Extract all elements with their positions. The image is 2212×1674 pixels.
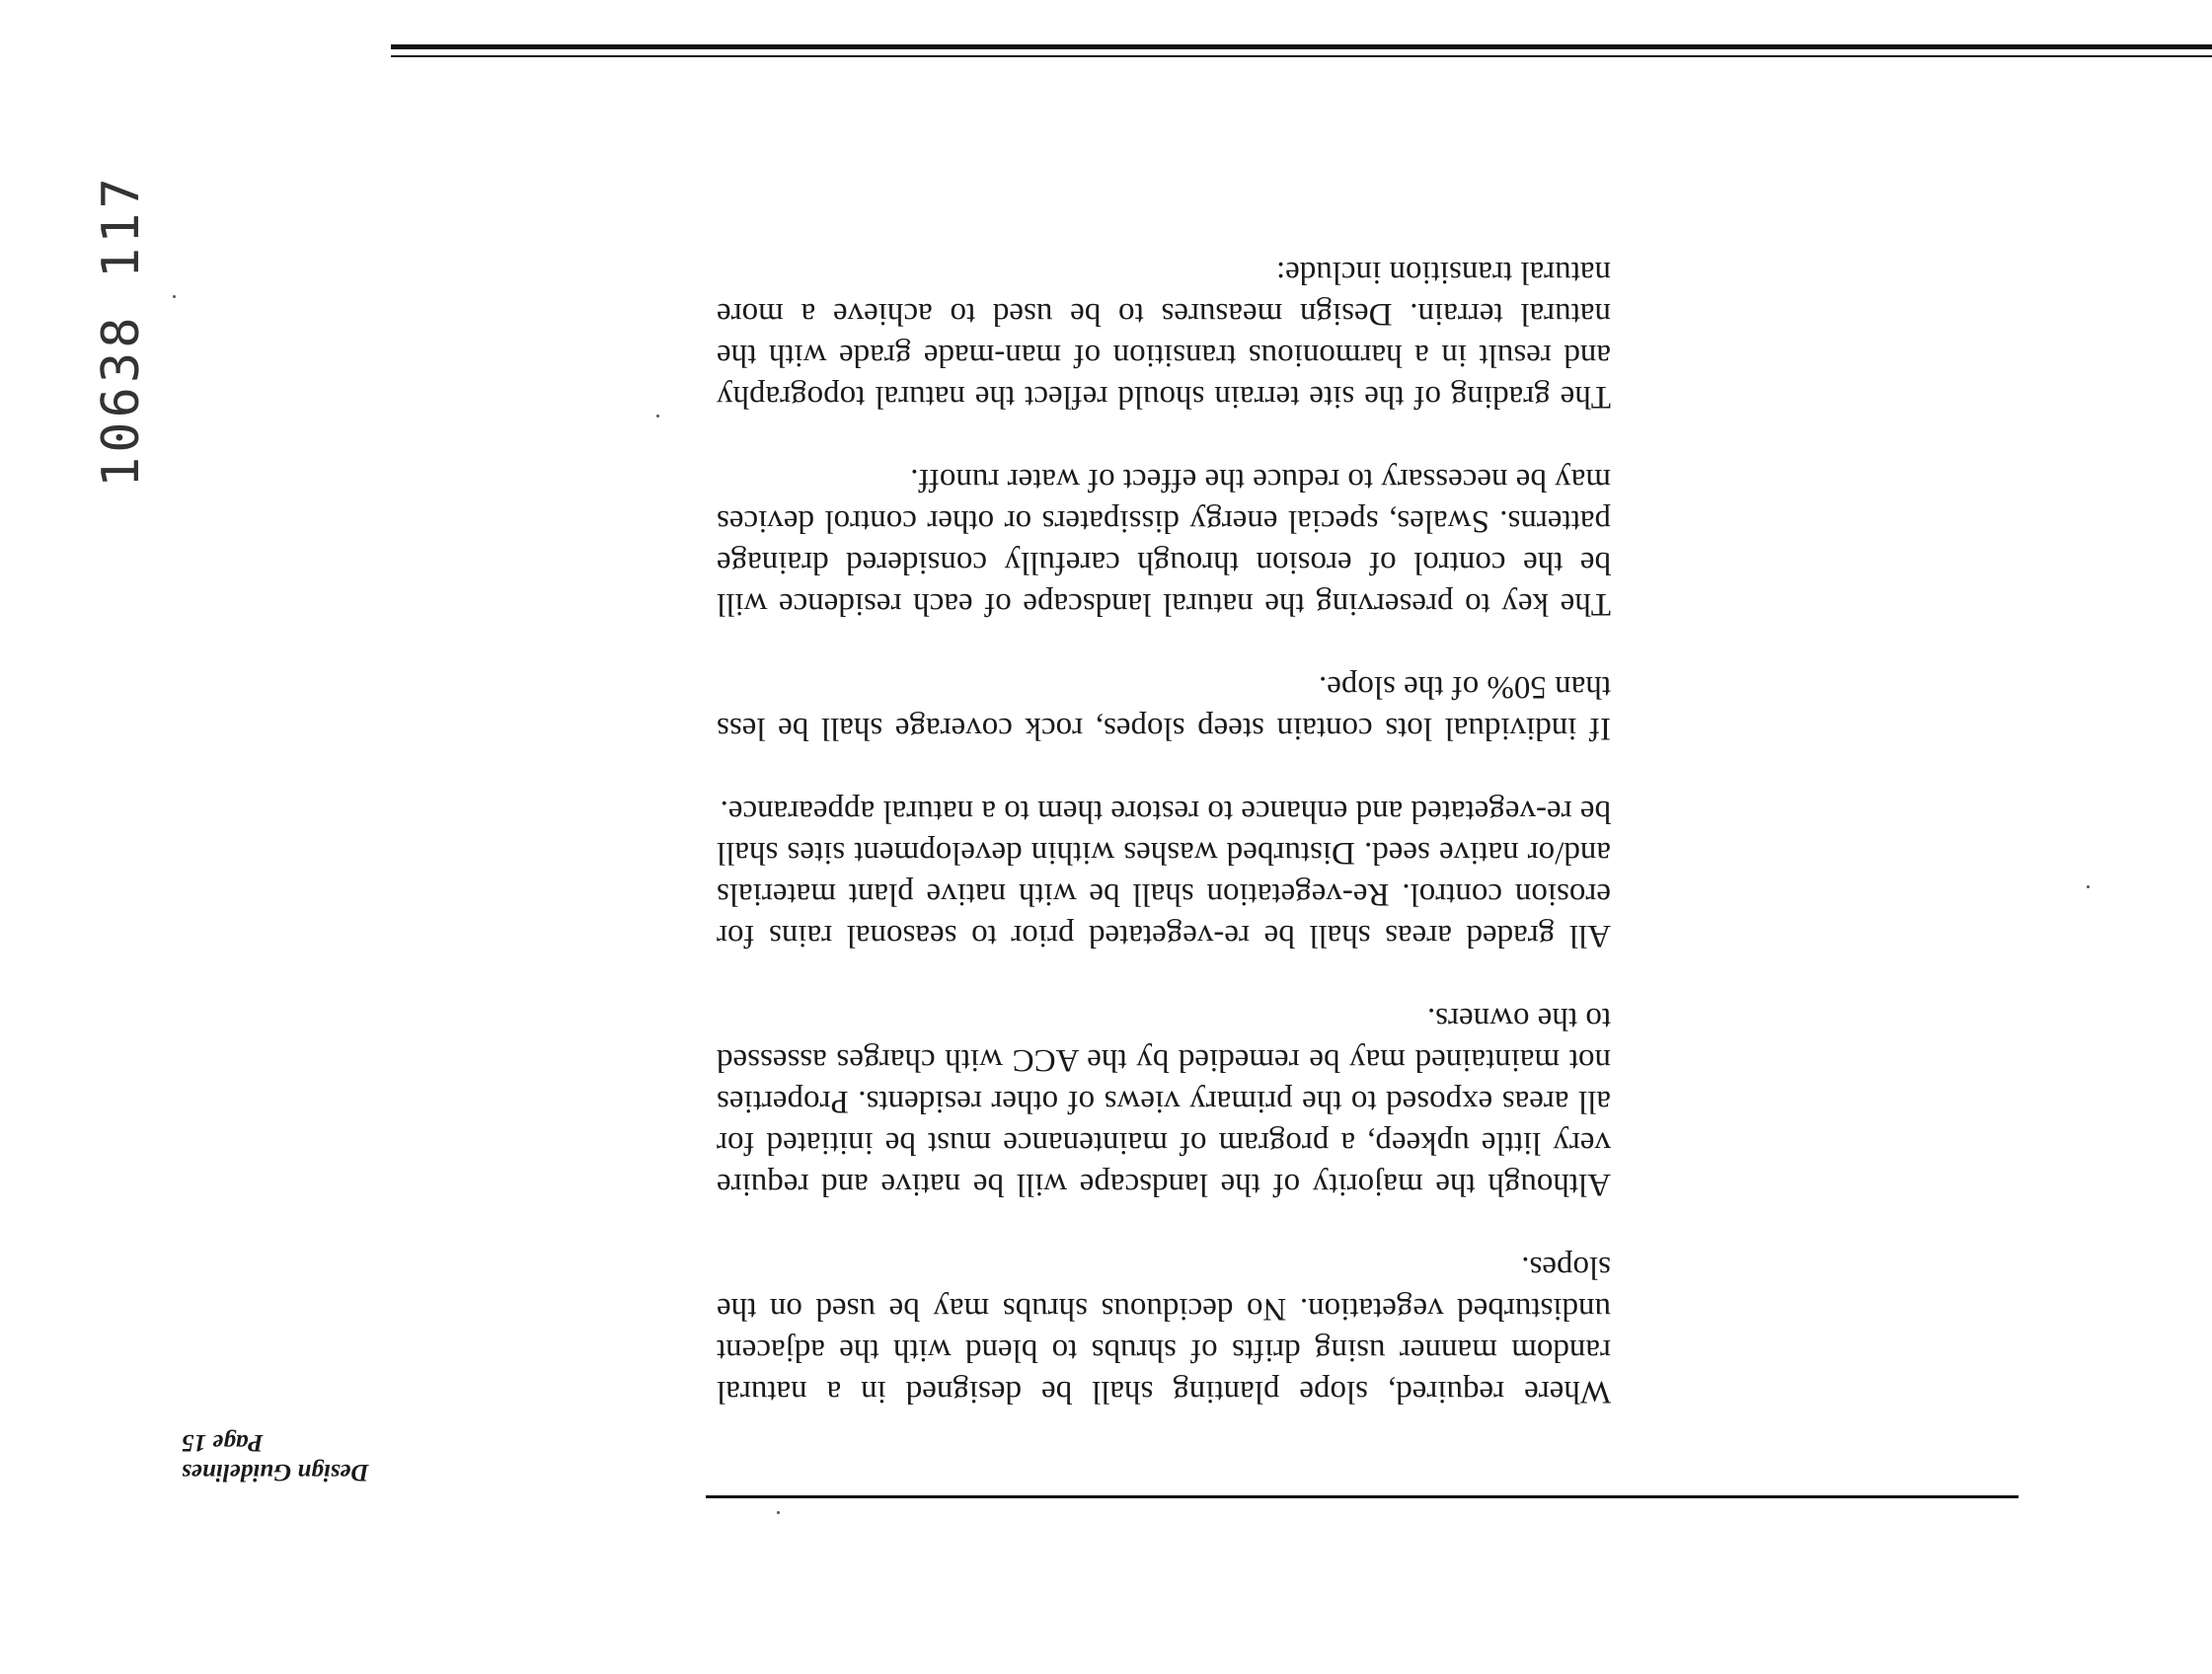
scan-speck	[173, 295, 176, 298]
body-text	[717, 210, 1611, 1412]
scan-speck	[2087, 885, 2090, 888]
paragraph-revegetation: All graded areas shall be re-vegetated prior to seasonal rains for erosion control. Re-vegetation shall be with native plant materials and/or native seed. Disturbed washes within development sites shall be re-vegetated and enhance to restore them to a natural appearance.	[717, 794, 1611, 953]
paragraph-maintenance: Although the majority of the landscape will be native and require very little upkeep, a program of maintenance must be initiated for all areas exposed to the primary views of other residents. Properties not maintained may be remedied by the ACC with charges assessed to the owners.	[717, 1001, 1611, 1202]
scan-speck	[656, 415, 659, 418]
top-divider	[706, 1495, 2019, 1498]
scan-speck	[777, 1511, 780, 1514]
paragraph-erosion-control: The key to preserving the natural landscape of each residence will be the control of erosion through carefully considered drainage patterns. Swales, special energy dissipaters or other control devices may be necessary to reduce the effect of water runoff.	[717, 462, 1611, 622]
footer-title: Design Guidelines	[182, 1459, 369, 1485]
margin-stamp-number: 10638 117	[92, 174, 151, 488]
paragraph-slope-planting: Where required, slope planting shall be designed in a natural random manner using drifts of shrubs to blend with the adjacent undisturbed vegetation. No deciduous shrubs may be used on the slopes.	[717, 1250, 1611, 1409]
paragraph-grading: The grading of the site terrain should reflect the natural topography and result in a harmonious transition of man-made grade with the natural terrain. Design measures to be used to achieve a more natural transition include:	[717, 255, 1611, 415]
bottom-divider-thin	[391, 55, 2212, 57]
page-footer	[182, 1427, 409, 1486]
footer-page-number: Page 15	[182, 1429, 264, 1456]
bottom-divider	[391, 44, 2212, 49]
paragraph-steep-slopes: If individual lots contain steep slopes, rock coverage shall be less than 50% of the slope.	[717, 669, 1611, 746]
